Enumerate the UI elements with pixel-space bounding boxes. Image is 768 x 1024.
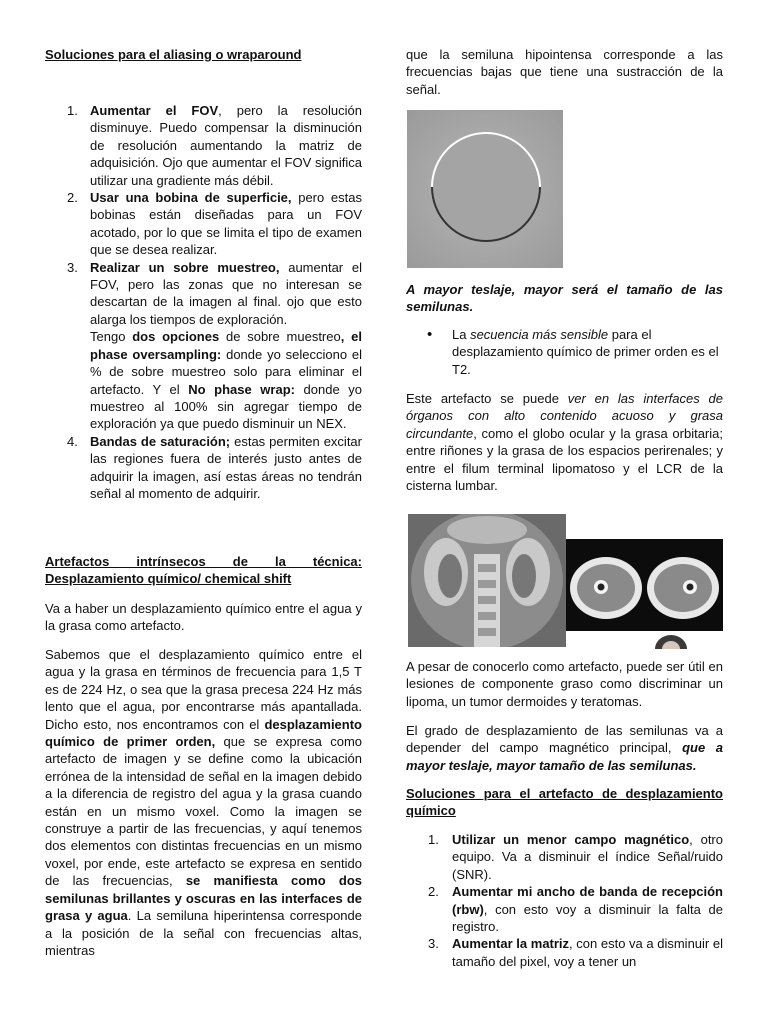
- text-run: que a mayor teslaje, mayor tamaño de las semilunas.: [406, 740, 723, 773]
- list-item: [45, 102, 362, 189]
- text-run: No phase wrap:: [188, 381, 295, 397]
- list-number: 2.: [67, 190, 78, 206]
- list-number: 2.: [428, 884, 439, 900]
- text-run: , como el globo ocular y la grasa orbitaria; entre riñones y la grasa de los espacios perirenales; y entre el filum terminal lipomatoso y el LCR de la cisterna lumbar.: [406, 425, 723, 494]
- text-run: El grado de desplazamiento de las semilunas va a depender del campo magnético principal,: [406, 723, 723, 756]
- caption-teslaje: A mayor teslaje, mayor será el tamaño de las semilunas.: [406, 282, 723, 315]
- list-item-text: , con esto voy a disminuir la falta de registro.: [452, 901, 723, 935]
- text-run: ver en las interfaces de órganos con alto contenido acuoso y grasa circundante: [406, 391, 723, 441]
- bullet-item: [406, 326, 723, 378]
- text-run: secuencia más sensible: [470, 327, 609, 342]
- text-run: donde yo muestreo al 100% sin agregar tiempo de exploración ya que puedo disminuir un NEX.: [90, 381, 363, 432]
- text-run: desplazamiento químico de primer orden,: [45, 716, 362, 750]
- list-item-title: Utilizar un menor campo magnético: [452, 832, 690, 847]
- heading-aliasing-solutions: Soluciones para el aliasing o wraparound: [45, 47, 302, 62]
- list-item-title: Aumentar mi ancho de banda de recepción (rbw): [452, 884, 723, 917]
- chemical-shift-solutions-list: [406, 831, 723, 970]
- thighs-mri-image: [566, 539, 723, 631]
- list-item: [45, 433, 362, 503]
- paragraph-chemical-shift: [45, 646, 362, 959]
- text-run: Sabemos que el desplazamiento químico entre el agua y la grasa en términos de frecuencia para 1,5 T es de 224 Hz, o sea que la grasa precesa 224 Hz más lento que el agua, por encontrarse más apantallada. Dicho esto, nos encontramos con el: [45, 647, 362, 732]
- text-run: para el desplazamiento químico de primer orden es el T2.: [452, 327, 719, 377]
- heading-chemical-shift-solutions: Soluciones para el artefacto de desplazamiento químico: [406, 786, 723, 819]
- list-item-text: , pero la resolución disminuye. Puedo compensar la disminución de resolución aumentando la matriz de adquisición. Ojo que aumentar el FOV significa utilizar una gradiente más débil.: [90, 103, 363, 188]
- list-item: [406, 883, 723, 935]
- list-number: 1.: [428, 832, 439, 847]
- list-item-title: Aumentar el FOV: [90, 103, 219, 118]
- list-item-text: , otro equipo. Va a disminuir el índice Señal/ruido (SNR).: [452, 832, 723, 882]
- list-item-text: aumentar el FOV, pero las zonas que no interesan se descartan de la imagen al final. ojo que esto alarga los tiempos de exploración.: [90, 259, 362, 327]
- text-run: dos opciones: [132, 329, 220, 345]
- phantom-mri-image: [407, 110, 563, 268]
- list-number: 1.: [67, 103, 78, 118]
- list-item: [406, 935, 723, 970]
- text-run: que se expresa como artefacto de imagen y se define como la ubicación errónea de la intensidad de señal en la imagen debido a la diferencia de registro del agua y la grasa cuando están en un mismo voxel. Como la imagen se construye a partir de las frecuencias, y aquí tenemos dos elementos con distintas frecuencias en un mismo voxel, por ende, este artefacto se expresa en sentido de las frecuencias,: [45, 734, 363, 889]
- list-item-text: , con esto va a disminuir el tamaño del pixel, voy a tener un: [452, 936, 723, 969]
- list-item-subparagraph: [90, 328, 362, 432]
- paragraph-interfaces: [406, 390, 723, 494]
- text-run: La: [452, 327, 471, 342]
- list-item-text: pero estas bobinas están diseñadas para un FOV acotado, por lo que se limita el tipo de examen que se desea realizar.: [90, 190, 362, 258]
- paragraph: Va a haber un desplazamiento químico entre el agua y la grasa como artefacto.: [45, 601, 362, 634]
- list-item-title: Aumentar la matriz: [452, 936, 570, 952]
- paragraph: A pesar de conocerlo como artefacto, puede ser útil en lesiones de componente graso como discriminar un lipoma, un tumor dermoides y teratomas.: [406, 659, 723, 709]
- text-run: donde yo selecciono el % de sobre muestreo solo para eliminar el artefacto. Y el: [90, 346, 362, 397]
- paragraph-magnetic-field: [406, 722, 723, 774]
- list-number: 3.: [428, 936, 439, 952]
- text-run: . La semiluna hiperintensa corresponde a la posición de la señal con frecuencias altas, mientras: [45, 908, 362, 958]
- list-item: [406, 831, 723, 883]
- text-run: , el phase oversampling:: [90, 329, 362, 362]
- paragraph: que la semiluna hipointensa corresponde a las frecuencias bajas que tiene una sustracción de la señal.: [406, 47, 723, 97]
- list-number: 3.: [67, 259, 78, 275]
- list-item-text: estas permiten excitar las regiones fuera de interés justo antes de adquirir la imagen, así estas áreas no tendrán señal al momento de adquirir.: [90, 433, 362, 501]
- list-item-title: Usar una bobina de superficie,: [90, 190, 292, 206]
- text-run: de sobre muestreo: [219, 329, 341, 345]
- list-item-title: Bandas de saturación;: [90, 433, 231, 449]
- small-mri-crop: [646, 631, 696, 649]
- list-item: [45, 259, 362, 433]
- list-item: [45, 189, 362, 259]
- list-item-title: Realizar un sobre muestreo,: [90, 259, 280, 275]
- text-run: se manifiesta como dos semilunas brillantes y oscuras en las interfaces de grasa y agua: [45, 873, 362, 924]
- heading-chemical-shift: Artefactos intrínsecos de la técnica: Desplazamiento químico/ chemical shift: [45, 554, 362, 587]
- bullet-dot: •: [427, 326, 433, 343]
- text-run: Este artefacto se puede: [406, 391, 568, 406]
- list-number: 4.: [67, 433, 78, 449]
- text-run: Tengo: [90, 329, 133, 345]
- aliasing-solutions-list: [45, 102, 362, 502]
- abdomen-mri-image: [408, 514, 566, 647]
- bullet-list: [406, 326, 723, 378]
